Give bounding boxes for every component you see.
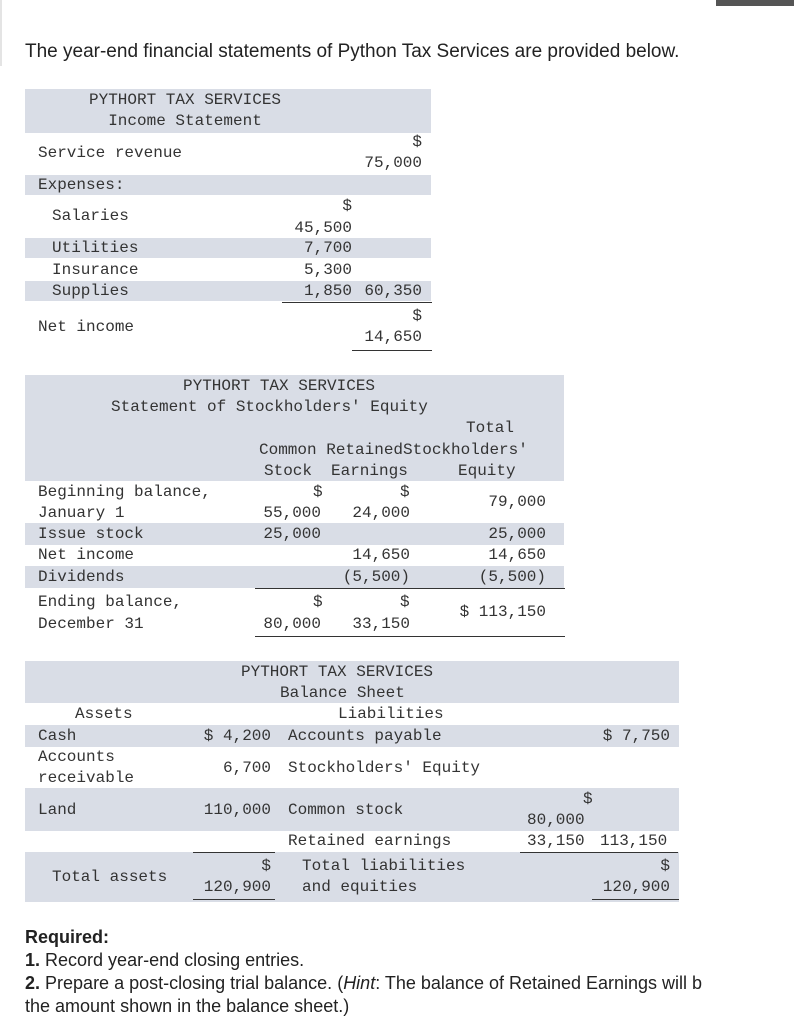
income-supplies-value: 1,850 (303, 282, 352, 300)
equity-begin-stock-dollar: $ (313, 483, 323, 501)
balance-land-label: Land (38, 801, 77, 819)
income-revenue-label: Service revenue (38, 144, 183, 162)
equity-div-re: (5,500) (342, 568, 410, 586)
income-title: Income Statement (108, 112, 262, 130)
income-salaries-value: 45,500 (294, 219, 352, 237)
balance-cs-label: Common stock (288, 801, 404, 819)
income-salaries-dollar: $ (342, 197, 352, 215)
balance-total-se: 113,150 (600, 832, 668, 850)
income-supplies-label: Supplies (52, 282, 129, 300)
balance-ta-label: Total assets (52, 868, 168, 886)
balance-tle-label-1: Total liabilities (302, 857, 466, 875)
required-item-2 (25, 972, 794, 995)
income-revenue-value: 75,000 (364, 154, 422, 172)
balance-tle-rule (592, 899, 679, 900)
balance-land-value: 110,000 (203, 801, 271, 819)
income-expenses-rule (282, 302, 432, 303)
balance-ta-bottom-rule (193, 899, 275, 900)
equity-issue-stock: 25,000 (263, 525, 321, 543)
income-net-rule (352, 350, 432, 351)
balance-title: Balance Sheet (280, 684, 405, 702)
top-right-toolbar-edge (716, 0, 794, 6)
income-utilities-label: Utilities (52, 239, 139, 257)
equity-begin-re-dollar: $ (400, 483, 410, 501)
balance-re-label: Retained earnings (288, 832, 452, 850)
required-item-1 (25, 949, 794, 972)
equity-ni-re: 14,650 (352, 546, 410, 564)
required-heading: Required: (25, 927, 110, 947)
equity-issue-total: 25,000 (488, 525, 546, 543)
equity-end-label-1: Ending balance, (38, 593, 183, 611)
equity-end-total: $ 113,150 (459, 603, 546, 621)
income-revenue-dollar: $ (412, 133, 422, 151)
equity-end-stock: 80,000 (263, 615, 321, 633)
balance-tle-dollar: $ (660, 857, 670, 875)
equity-div-label: Dividends (38, 568, 125, 586)
income-net-dollar: $ (412, 307, 422, 325)
required-section (25, 926, 794, 1018)
equity-begin-label-1: Beginning balance, (38, 483, 211, 501)
balance-cs-dollar: $ (583, 790, 593, 808)
balance-cs-value: 80,000 (527, 811, 585, 829)
balance-ta-value: 120,900 (203, 878, 271, 896)
equity-end-label-2: December 31 (38, 615, 144, 633)
income-net-value: 14,650 (364, 328, 422, 346)
income-total-expenses: 60,350 (364, 282, 422, 300)
equity-dividends-rule (255, 588, 565, 589)
balance-liabilities-header: Liabilities (338, 705, 444, 723)
required-item-2-text-b: : The balance of Retained Earnings will b (375, 973, 703, 993)
balance-ar-label-1: Accounts (38, 748, 115, 766)
balance-ap-label: Accounts payable (288, 727, 442, 745)
balance-ap-value: $ 7,750 (602, 727, 670, 745)
income-insurance-value: 5,300 (303, 261, 352, 279)
income-utilities-value: 7,700 (303, 239, 352, 257)
equity-col-equity: Equity (458, 462, 516, 480)
balance-re-value: 33,150 (527, 832, 585, 850)
equity-begin-label-2: January 1 (38, 504, 125, 522)
balance-se-label: Stockholders' Equity (288, 759, 481, 777)
left-edge-divider (0, 0, 2, 66)
equity-begin-re: 24,000 (352, 504, 410, 522)
equity-company: PYTHORT TAX SERVICES (183, 377, 376, 395)
equity-title: Statement of Stockholders' Equity (111, 398, 428, 416)
balance-company: PYTHORT TAX SERVICES (241, 663, 434, 681)
balance-assets-header: Assets (75, 705, 133, 723)
balance-equity-rule (520, 852, 678, 853)
equity-col-earnings: Earnings (331, 462, 408, 480)
equity-begin-stock: 55,000 (263, 504, 321, 522)
required-item-2-hint: Hint (343, 973, 376, 993)
required-item-1-text: Record year-end closing entries. (45, 950, 305, 970)
income-expenses-label: Expenses: (38, 176, 125, 194)
balance-cash-label: Cash (38, 727, 77, 745)
required-item-2-continued: the amount shown in the balance sheet.) (25, 996, 350, 1016)
income-company: PYTHORT TAX SERVICES (88, 91, 282, 109)
balance-tle-label-2: and equities (302, 878, 418, 896)
equity-col-total: Total (466, 419, 515, 437)
equity-div-total: (5,500) (478, 568, 546, 586)
equity-end-re: 33,150 (352, 615, 410, 633)
required-item-2-text-a: Prepare a post-closing trial balance. ( (45, 973, 344, 993)
equity-col-stock: Stock (264, 462, 313, 480)
income-insurance-label: Insurance (52, 261, 139, 279)
equity-col-header-line: Common RetainedStockholders' (259, 441, 528, 459)
required-item-2-number: 2. (25, 973, 41, 993)
intro-text: The year-end financial statements of Python Tax Services are provided below. (25, 41, 680, 62)
equity-ending-rule (255, 636, 565, 637)
balance-ar-label-2: receivable (38, 769, 135, 787)
balance-tle-value: 120,900 (602, 878, 670, 896)
equity-issue-label: Issue stock (38, 525, 144, 543)
equity-end-stock-dollar: $ (313, 593, 323, 611)
balance-ta-dollar: $ (261, 857, 271, 875)
income-salaries-label: Salaries (52, 207, 129, 225)
balance-ar-value: 6,700 (222, 759, 271, 777)
balance-ta-top-rule (193, 852, 275, 853)
equity-end-re-dollar: $ (400, 593, 410, 611)
equity-ni-total: 14,650 (488, 546, 546, 564)
income-net-label: Net income (38, 318, 135, 336)
equity-ni-label: Net income (38, 546, 135, 564)
balance-cash-value: $ 4,200 (203, 727, 271, 745)
required-item-1-number: 1. (25, 950, 41, 970)
equity-begin-total: 79,000 (488, 493, 546, 511)
